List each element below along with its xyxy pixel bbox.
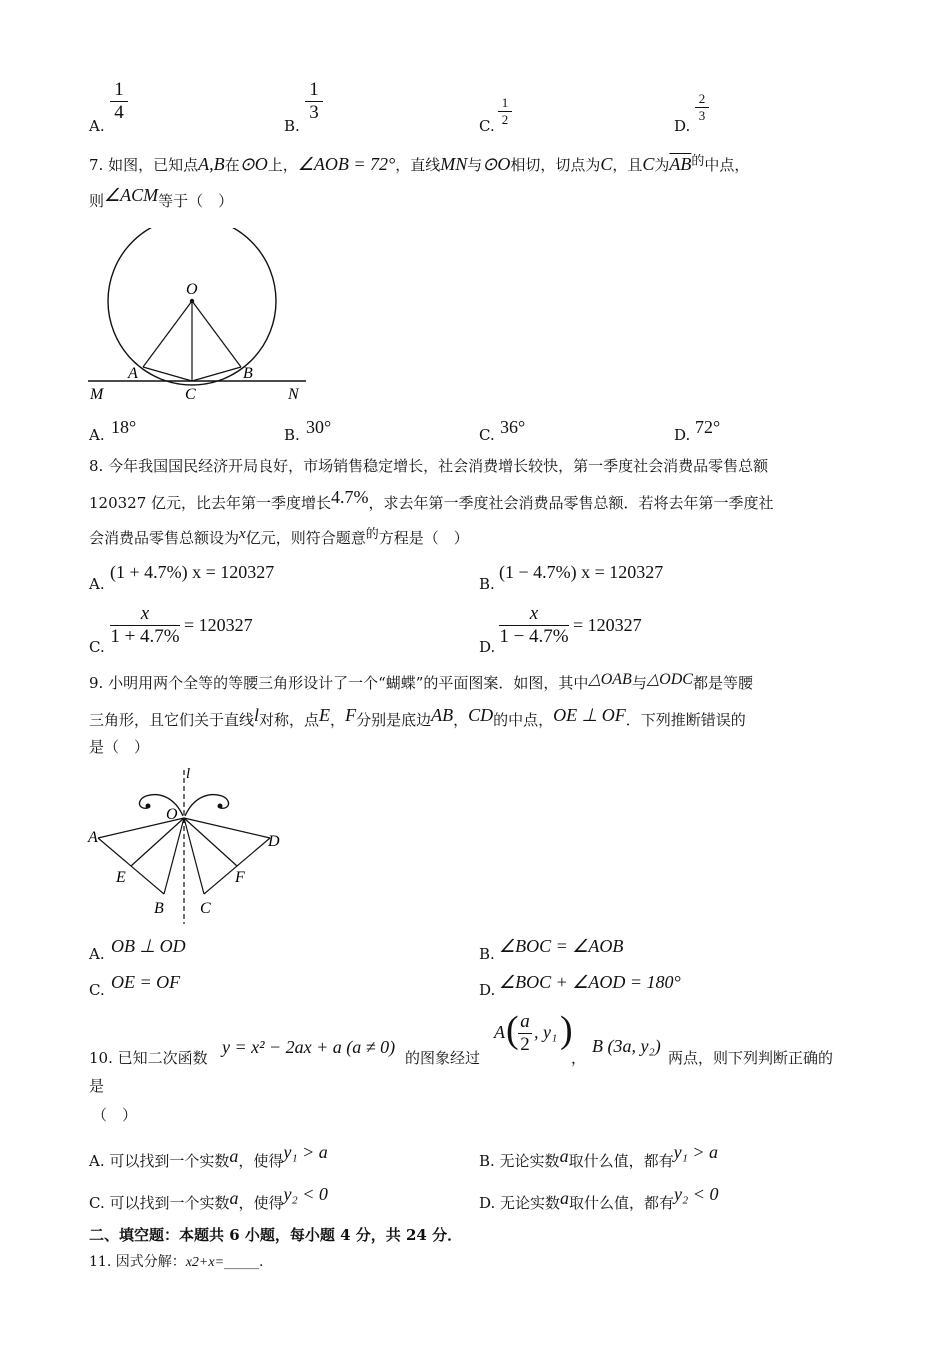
q8-option-a-label: A. bbox=[89, 575, 105, 593]
q7-stem-line1: 7. 如图，已知点A,B在⊙O上，∠AOB = 72°，直线MN与⊙O相切，切点为C，且C为$\overline{AB}$的中点， bbox=[89, 154, 750, 174]
q7-circle-tangent-figure bbox=[86, 228, 316, 408]
q10-stem-mid: 的图象经过 bbox=[405, 1049, 481, 1067]
q10-point-a-open-paren: ( bbox=[506, 1009, 519, 1051]
q11-answer-blank: _____ bbox=[224, 1254, 260, 1270]
q11-stem: 11. 因式分解：x2+x=_____. bbox=[89, 1254, 264, 1270]
q6-option-a-fraction: 1 4 bbox=[110, 80, 128, 123]
q8-option-b-equation: (1 − 4.7%) x = 120327 bbox=[499, 562, 664, 582]
fig-label-a: A bbox=[88, 829, 98, 846]
q10-stem-line2: 是 bbox=[89, 1077, 105, 1095]
q9-option-c-value: OE = OF bbox=[111, 972, 181, 992]
q8-option-c-rhs: = 120327 bbox=[184, 615, 253, 635]
q10-point-a-close-paren: ) bbox=[560, 1009, 573, 1051]
q6-option-c-label: C. bbox=[479, 117, 495, 135]
q8-stem-line3: 会消费品零售总额设为x亿元，则符合题意的方程是（ ） bbox=[89, 526, 469, 547]
q9-option-b-label: B. bbox=[479, 945, 495, 963]
q9-stem-line2: 三角形，且它们关于直线l对称，点E，F分别是底边AB，CD的中点，OE ⊥ OF．下列推断错误的 bbox=[89, 705, 746, 729]
q10-point-a-letter: A bbox=[494, 1022, 505, 1042]
fig-label-b: B bbox=[243, 365, 253, 382]
q7-option-a-label: A. bbox=[89, 426, 105, 444]
q9-option-d-label: D. bbox=[479, 981, 496, 999]
q6-option-b-fraction: 1 3 bbox=[305, 80, 323, 123]
q8-option-c-fraction: x 1 + 4.7% bbox=[110, 603, 180, 647]
fig-label-f: F bbox=[235, 869, 245, 886]
q10-point-a-y: , y₁ bbox=[534, 1022, 558, 1042]
q8-option-a-equation: (1 + 4.7%) x = 120327 bbox=[110, 562, 275, 582]
fig-label-o: O bbox=[186, 281, 198, 298]
q8-option-d-fraction: x 1 − 4.7% bbox=[499, 603, 569, 647]
q10-option-b: B. 无论实数a取什么值，都有y₁ > a bbox=[479, 1142, 718, 1170]
fig-label-o: O bbox=[166, 806, 178, 823]
q6-option-b-label: B. bbox=[284, 117, 300, 135]
q7-option-b-value: 30° bbox=[306, 417, 332, 437]
q8-option-c-label: C. bbox=[89, 638, 105, 656]
q6-option-c-fraction: 1 2 bbox=[498, 96, 512, 127]
q8-stem-line1: 8. 今年我国国民经济开局良好，市场销售稳定增长，社会消费增长较快，第一季度社会消费品零售总额 bbox=[89, 457, 769, 475]
q8-option-b-label: B. bbox=[479, 575, 495, 593]
q10-option-c: C. 可以找到一个实数a，使得y₂ < 0 bbox=[89, 1184, 328, 1212]
fig-label-n: N bbox=[288, 386, 299, 403]
fig-label-b: B bbox=[154, 900, 164, 917]
q10-stem-line3: （ ） bbox=[92, 1106, 138, 1124]
fig-label-e: E bbox=[116, 869, 126, 886]
q7-stem-line2: 则∠ACM等于（ ） bbox=[89, 185, 234, 210]
section-2-heading: 二、填空题：本题共 6 小题，每小题 4 分，共 24 分． bbox=[89, 1226, 463, 1244]
q7-option-c-label: C. bbox=[479, 426, 495, 444]
q7-option-d-label: D. bbox=[674, 426, 691, 444]
q9-butterfly-figure bbox=[86, 762, 296, 932]
q8-stem-line2: 120327 亿元，比去年第一季度增长4.7%，求去年第一季度社会消费品零售总额．若将去年第一季度社 bbox=[89, 487, 774, 512]
q10-option-d: D. 无论实数a取什么值，都有y₂ < 0 bbox=[479, 1184, 719, 1212]
q8-option-d-label: D. bbox=[479, 638, 496, 656]
fig-label-l: l bbox=[186, 766, 191, 782]
q6-option-d-fraction: 2 3 bbox=[695, 92, 709, 123]
q10-stem-suffix: 两点，则下列判断正确的 bbox=[668, 1049, 834, 1067]
q10-point-b: B (3a, y₂) bbox=[592, 1036, 661, 1056]
q7-option-b-label: B. bbox=[284, 426, 300, 444]
fig-label-c: C bbox=[200, 900, 211, 917]
q6-option-a-label: A. bbox=[89, 117, 105, 135]
q9-stem-line3: 是（ ） bbox=[89, 738, 150, 756]
q10-function: y = x² − 2ax + a (a ≠ 0) bbox=[222, 1037, 396, 1057]
q9-option-a-label: A. bbox=[89, 945, 105, 963]
q7-option-a-value: 18° bbox=[111, 417, 137, 437]
q8-option-d-rhs: = 120327 bbox=[573, 615, 642, 635]
q9-option-b-value: ∠BOC = ∠AOB bbox=[499, 936, 624, 956]
q7-option-c-value: 36° bbox=[500, 417, 526, 437]
q9-option-a-value: OB ⊥ OD bbox=[111, 936, 186, 956]
q9-option-c-label: C. bbox=[89, 981, 105, 999]
fig-label-d: D bbox=[268, 833, 280, 850]
q10-stem-prefix: 10. 已知二次函数 bbox=[89, 1049, 208, 1067]
q6-option-d-label: D. bbox=[674, 117, 691, 135]
q9-stem-line1: 9. 小明用两个全等的等腰三角形设计了一个“蝴蝶”的平面图案．如图，其中△OAB与△ODC都是等腰 bbox=[89, 671, 753, 692]
fig-label-m: M bbox=[90, 386, 104, 403]
fig-label-a: A bbox=[128, 365, 138, 382]
fig-label-c: C bbox=[185, 386, 196, 403]
q7-option-d-value: 72° bbox=[695, 417, 721, 437]
q10-comma: ， bbox=[571, 1049, 587, 1067]
q9-option-d-value: ∠BOC + ∠AOD = 180° bbox=[499, 972, 681, 992]
q10-point-a-fraction: a 2 bbox=[518, 1012, 532, 1055]
q10-option-a: A. 可以找到一个实数a，使得y₁ > a bbox=[89, 1142, 328, 1170]
